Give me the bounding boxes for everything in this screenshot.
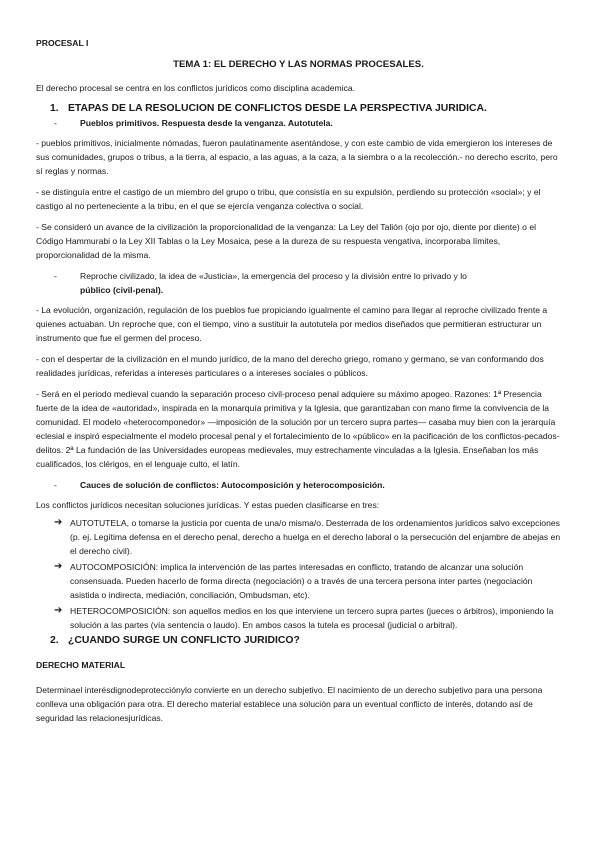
- subheading-text-main: Reproche civilizado, la idea de «Justicia», la emergencia del proceso y la división entre lo privado y lo: [80, 271, 467, 281]
- subheading-civilized-reproach: [54, 269, 561, 297]
- section-2-heading: [50, 634, 561, 648]
- arrow-item-text: HETEROCOMPOSICIÓN: son aquellos medios en los que interviene un tercero supra partes (jueces o árbitros), imponiendo la solución a las partes (vía sentencia o laudo). En ambos casos la tutela es procesal (judicial o arbitral).: [70, 606, 554, 630]
- arrow-icon: ➔: [54, 517, 63, 528]
- paragraph: - Se consideró un avance de la civilización la proporcionalidad de la venganza: La Ley del Talión (ojo por ojo, diente por diente) o el Código Hammurabi o la Ley XII Tablas o la Ley Mosaica, pese a la dureza de su respuesta vengativa, incorporaba límites, proporcionalidad de la misma.: [36, 222, 537, 260]
- arrow-list-item: [54, 516, 561, 558]
- subheading-text-bold: público (civil-penal).: [80, 285, 164, 295]
- paragraph: Los conflictos jurídicos necesitan soluciones jurídicas. Y estas pueden clasificarse en tres:: [36, 500, 380, 510]
- arrow-icon: ➔: [54, 561, 63, 572]
- section-1-heading: [50, 102, 561, 116]
- arrow-list-item: [54, 604, 561, 632]
- page-title: TEMA 1: EL DERECHO Y LAS NORMAS PROCESALES.: [173, 59, 424, 70]
- subheading-material-law: DERECHO MATERIAL: [36, 660, 126, 670]
- arrow-list: [36, 516, 561, 632]
- subheading-primitive-peoples: [54, 116, 561, 130]
- dash-marker: -: [54, 271, 57, 281]
- section-1-number: 1.: [50, 103, 59, 114]
- subheading-text: Cauces de solución de conflictos: Autocomposición y heterocomposición.: [80, 480, 385, 490]
- paragraph: - pueblos primitivos, inicialmente nómadas, fueron paulatinamente asentándose, y con este cambio de vida emergieron los intereses de sus comunidades, grupos o tribus, a la tierra, al espacio, a las aguas, a la caza, a la siembra o a la recolección.- no derecho escrito, pero sí reglas y normas.: [36, 138, 558, 176]
- subheading-conflict-resolution: [54, 478, 561, 492]
- paragraph: - con el despertar de la civilización en el mundo jurídico, de la mano del derecho griego, romano y germano, se van conformando dos realidades jurídicas, referidas a intereses particulares o a intereses sociales o públicos.: [36, 354, 544, 378]
- section-1-title: ETAPAS DE LA RESOLUCION DE CONFLICTOS DESDE LA PERSPECTIVA JURIDICA.: [68, 103, 487, 114]
- paragraph: Determinael interésdignodeprotecciónylo convierte en un derecho subjetivo. El nacimiento de un derecho subjetivo para una persona conlleva una obligación para otra. El derecho material establece una solución para un eventual conflicto de interés, dotando así de seguridad las relacionesjurídicas.: [36, 685, 543, 723]
- subheading-text: Pueblos primitivos. Respuesta desde la venganza. Autotutela.: [80, 118, 333, 128]
- paragraph: - Será en el periodo medieval cuando la separación proceso civil-proceso penal adquiere su máximo apogeo. Razones: 1ª Presencia fuerte de la idea de «autoridad», inspirada en la monarquía primitiva y la Iglesia, que garantizaban con mano firme la convivencia de la comunidad. El modelo «heterocomponedor» —imposición de la solución por un tercero supra partes— casaba muy bien con la jerarquía eclesial e inspiró especialmente el modelo procesal penal y el fortalecimiento de lo «público» en la pacificación de los conflictos-pecados-delitos. 2ª La fundación de las Universidades europeas medievales, muy estrechamente vinculadas a la Iglesia. Enseñaban los más cualificados, los clérigos, en el lenguaje culto, el latín.: [36, 389, 560, 469]
- subheading-text: [80, 269, 561, 297]
- intro-paragraph: El derecho procesal se centra en los conflictos jurídicos como disciplina academica.: [36, 83, 356, 93]
- dash-marker: -: [54, 480, 57, 490]
- arrow-item-text: AUTOCOMPOSICIÓN: implica la intervención de las partes interesadas en conflicto, tratando de alcanzar una solución consensuada. Pueden hacerlo de forma directa (negociación) o a través de una tercera persona inter partes (negociación asistida o indirecta, mediación, conciliación, Ombudsman, etc).: [70, 562, 533, 600]
- paragraph: - se distinguía entre el castigo de un miembro del grupo o tribu, que consistía en su expulsión, perdiendo su protección «social»; y el castigo al no perteneciente a la tribu, en el que se ejercía venganza colectiva o social.: [36, 187, 541, 211]
- dash-marker: -: [54, 118, 57, 128]
- paragraph: - La evolución, organización, regulación de los pueblos fue propiciando igualmente el camino para llegar al reproche civilizado frente a quienes actuaban. Un reproche que, con el tiempo, vino a sustituir la autotutela por medios diseñados que permitieran estructurar un instrumento que fue el germen del proceso.: [36, 305, 548, 343]
- section-2-number: 2.: [50, 635, 59, 646]
- arrow-icon: ➔: [54, 605, 63, 616]
- section-2-title: ¿CUANDO SURGE UN CONFLICTO JURIDICO?: [68, 635, 300, 646]
- arrow-list-item: [54, 560, 561, 602]
- course-title: PROCESAL I: [36, 38, 89, 48]
- arrow-item-text: AUTOTUTELA, o tomarse la justicia por cuenta de una/o misma/o. Desterrada de los ordenamientos jurídicos salvo excepciones (p. ej. Legítima defensa en el derecho penal, derecho a huelga en el derecho laboral o la persecución del enjambre de abejas en el derecho civil).: [70, 518, 561, 556]
